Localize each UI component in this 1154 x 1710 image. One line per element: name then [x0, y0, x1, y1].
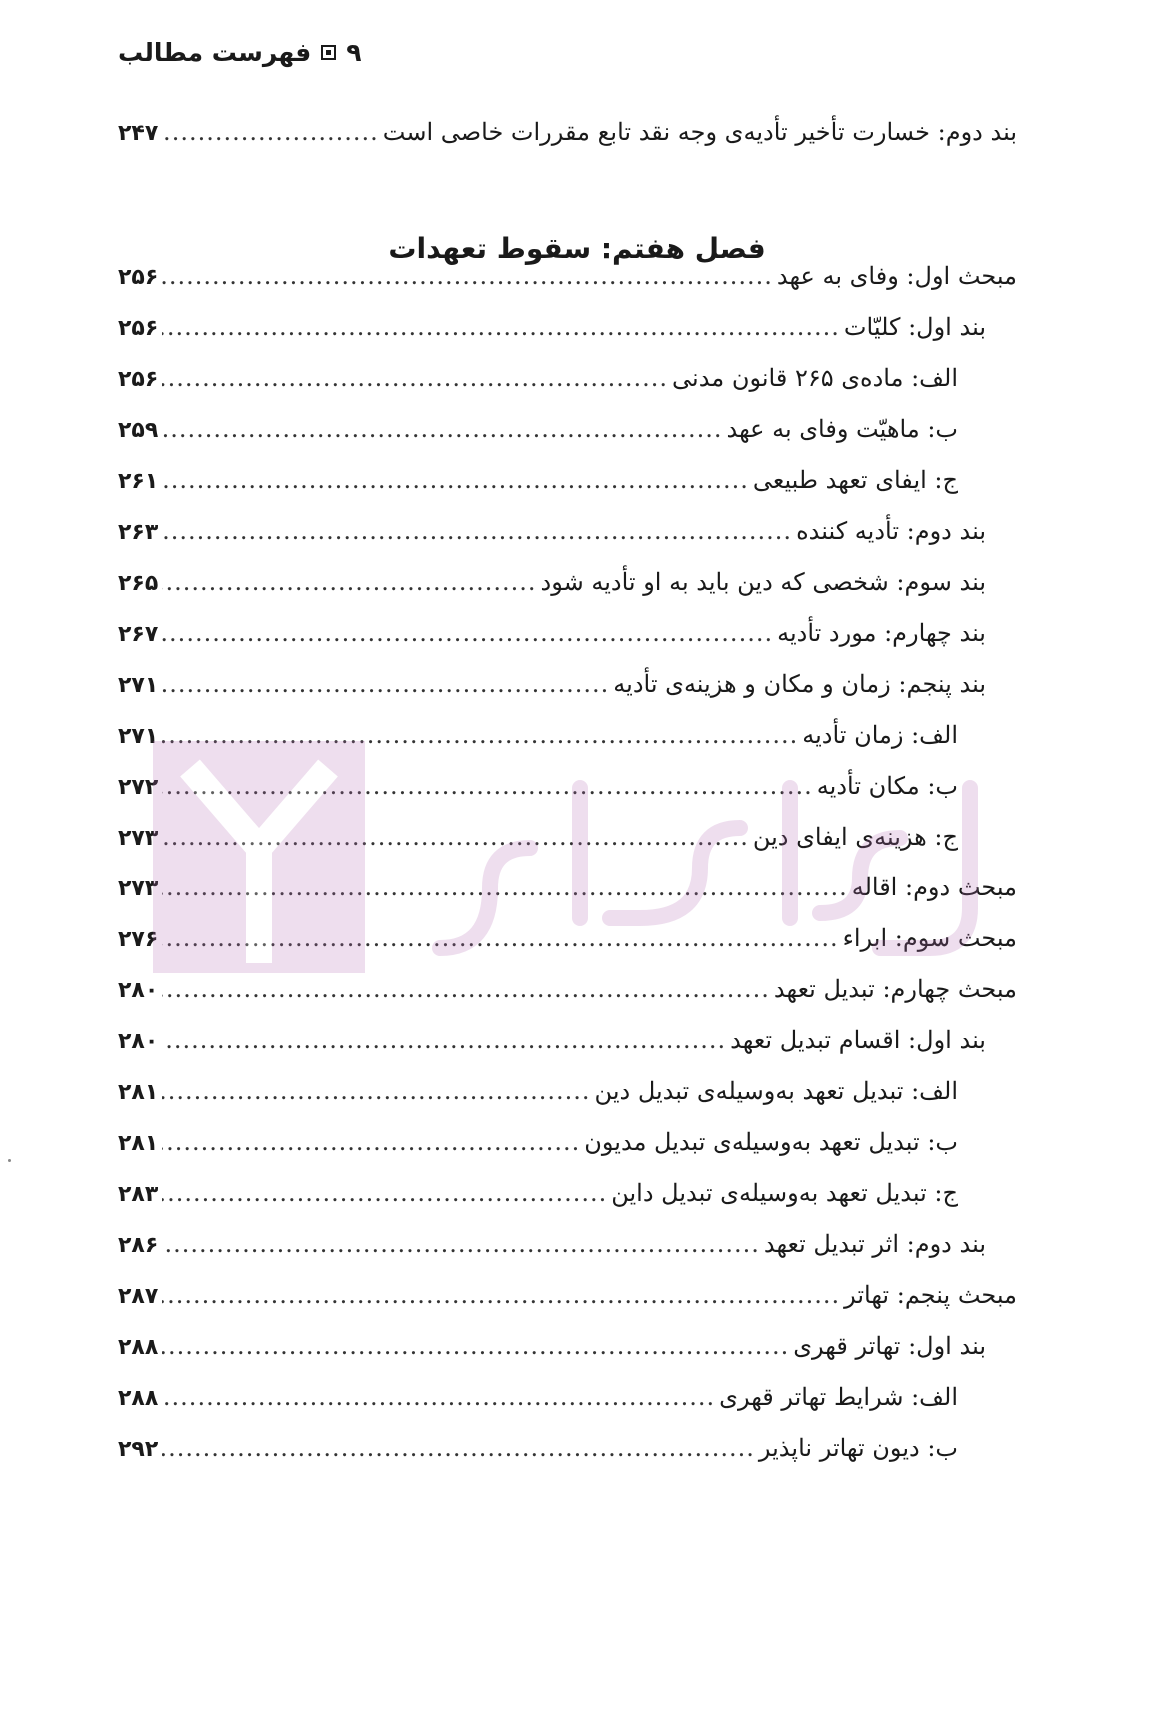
toc-entry-label: بند دوم: خسارت تأخیر تأدیه‌ی وجه نقد تابع مقررات خاصی است [382, 118, 1017, 146]
toc-entry-label: الف: شرایط تهاتر قهری [719, 1383, 958, 1411]
toc-entry-label: بند چهارم: مورد تأدیه [777, 619, 986, 647]
dot-leader [162, 721, 798, 749]
toc-entry-page: ۲۸۸ [118, 1386, 159, 1411]
toc-entry[interactable] [118, 823, 958, 863]
toc-entry-page: ۲۸۶ [118, 1233, 159, 1258]
toc-entry-label: مبحث اول: وفای به عهد [776, 262, 1017, 290]
toc-entry-page: ۲۸۱ [118, 1131, 159, 1156]
dot-leader [162, 1077, 590, 1105]
toc-entry-label: الف: تبدیل تعهد به‌وسیله‌ی تبدیل دین [594, 1077, 958, 1105]
margin-mark [8, 1159, 11, 1162]
toc-entry[interactable] [118, 1026, 986, 1066]
toc-entry[interactable] [118, 772, 958, 812]
toc-entry-label: ب: دیون تهاتر ناپذیر [758, 1434, 958, 1462]
toc-entry-page: ۲۶۳ [118, 520, 159, 545]
toc-entry[interactable] [118, 873, 1017, 913]
toc-entry[interactable] [118, 1332, 986, 1372]
toc-entry-label: ج: ایفای تعهد طبیعی [752, 466, 958, 494]
toc-entry[interactable] [118, 670, 986, 710]
dot-leader [162, 670, 609, 698]
toc-entry-label: بند اول: تهاتر قهری [793, 1332, 986, 1360]
dot-leader [162, 1230, 760, 1258]
toc-entry-page: ۲۵۹ [118, 418, 159, 443]
toc-entry-page: ۲۶۱ [118, 469, 159, 494]
toc-entry[interactable] [118, 1077, 958, 1117]
header-title: فهرست مطالب [118, 38, 312, 67]
dot-leader [162, 313, 840, 341]
toc-entry[interactable] [118, 1179, 958, 1219]
toc-entry-label: بند دوم: اثر تبدیل تعهد [763, 1230, 986, 1258]
toc-entry[interactable] [118, 415, 958, 455]
dot-leader [162, 262, 773, 290]
toc-entry[interactable] [118, 619, 986, 659]
toc-entry-page: ۲۵۶ [118, 265, 159, 290]
toc-entry-page: ۲۶۷ [118, 622, 159, 647]
toc-entry[interactable] [118, 924, 1017, 964]
toc-entry-label: بند اول: اقسام تبدیل تعهد [730, 1026, 986, 1054]
toc-entry-page: ۲۸۱ [118, 1080, 159, 1105]
running-header [118, 38, 362, 67]
toc-entry-label: بند دوم: تأدیه کننده [796, 517, 986, 545]
toc-entry-page: ۲۷۳ [118, 826, 159, 851]
toc-entry[interactable] [118, 1128, 958, 1168]
toc-entry[interactable] [118, 517, 986, 557]
dot-leader [162, 118, 378, 146]
toc-entry-label: ب: مکان تأدیه [816, 772, 958, 800]
dot-leader [162, 975, 770, 1003]
toc-entry-intro[interactable] [118, 118, 1017, 158]
toc-entry-page: ۲۸۰ [118, 1029, 159, 1054]
toc-entry[interactable] [118, 721, 958, 761]
toc-entry-page: ۲۵۶ [118, 367, 159, 392]
dot-leader [162, 1128, 580, 1156]
toc-entry-page: ۲۷۱ [118, 673, 159, 698]
toc-entry[interactable] [118, 1230, 986, 1270]
dot-leader [162, 823, 749, 851]
toc-entry-label: ج: هزینه‌ی ایفای دین [752, 823, 958, 851]
toc-entry-label: ب: تبدیل تعهد به‌وسیله‌ی تبدیل مدیون [584, 1128, 958, 1156]
toc-entry-page: ۲۵۶ [118, 316, 159, 341]
toc-entry-label: مبحث سوم: ابراء [842, 924, 1017, 952]
dot-leader [162, 1281, 840, 1309]
dot-leader [162, 772, 812, 800]
dot-leader [162, 466, 749, 494]
toc-entry-page: ۲۶۵ [118, 571, 159, 596]
dot-leader [162, 1332, 789, 1360]
toc-entry-label: بند پنجم: زمان و مکان و هزینه‌ی تأدیه [613, 670, 986, 698]
toc-entry-page: ۲۷۳ [118, 876, 159, 901]
toc-entry-label: مبحث دوم: اقاله [851, 873, 1017, 901]
toc-entry-label: ب: ماهیّت وفای به عهد [726, 415, 958, 443]
toc-entry[interactable] [118, 1434, 958, 1474]
toc-entry-label: مبحث پنجم: تهاتر [844, 1281, 1017, 1309]
dot-leader [162, 619, 773, 647]
dot-leader [162, 364, 668, 392]
dot-leader [162, 568, 536, 596]
toc-entry[interactable] [118, 568, 986, 608]
square-bullet-icon [321, 45, 336, 60]
toc-entry-label: الف: زمان تأدیه [802, 721, 958, 749]
chapter-title: فصل هفتم: سقوط تعهدات [388, 232, 766, 265]
toc-entry-page: ۲۷۲ [118, 775, 159, 800]
dot-leader [162, 873, 847, 901]
page-number: ۹ [346, 38, 362, 67]
toc-entry[interactable] [118, 262, 1017, 302]
dot-leader [162, 1383, 715, 1411]
toc-entry-page: ۲۸۰ [118, 978, 159, 1003]
toc-entry-page: ۲۸۷ [118, 1284, 159, 1309]
toc-entry-page: ۲۸۸ [118, 1335, 159, 1360]
toc-entry[interactable] [118, 466, 958, 506]
dot-leader [162, 1026, 726, 1054]
toc-entry[interactable] [118, 313, 986, 353]
toc-entry-page: ۲۷۶ [118, 927, 159, 952]
toc-entry[interactable] [118, 1281, 1017, 1321]
toc-entry-label: مبحث چهارم: تبدیل تعهد [773, 975, 1017, 1003]
toc-entry[interactable] [118, 364, 958, 404]
toc-entry-page: ۲۷۱ [118, 724, 159, 749]
toc-entry-label: بند اول: کلیّات [843, 313, 986, 341]
toc-entry[interactable] [118, 1383, 958, 1423]
toc-entry-label: ج: تبدیل تعهد به‌وسیله‌ی تبدیل داین [611, 1179, 958, 1207]
toc-entry-page: ۲۹۲ [118, 1437, 159, 1462]
toc-entry-page: ۲۸۳ [118, 1182, 159, 1207]
dot-leader [162, 517, 792, 545]
dot-leader [162, 1179, 607, 1207]
toc-entry-page: ۲۴۷ [118, 121, 159, 146]
toc-entry-label: الف: ماده‌ی ۲۶۵ قانون مدنی [672, 364, 958, 392]
toc-entry-label: بند سوم: شخصی که دین باید به او تأدیه شود [540, 568, 986, 596]
dot-leader [162, 924, 838, 952]
dot-leader [162, 1434, 755, 1462]
dot-leader [162, 415, 722, 443]
toc-entry[interactable] [118, 975, 1017, 1015]
